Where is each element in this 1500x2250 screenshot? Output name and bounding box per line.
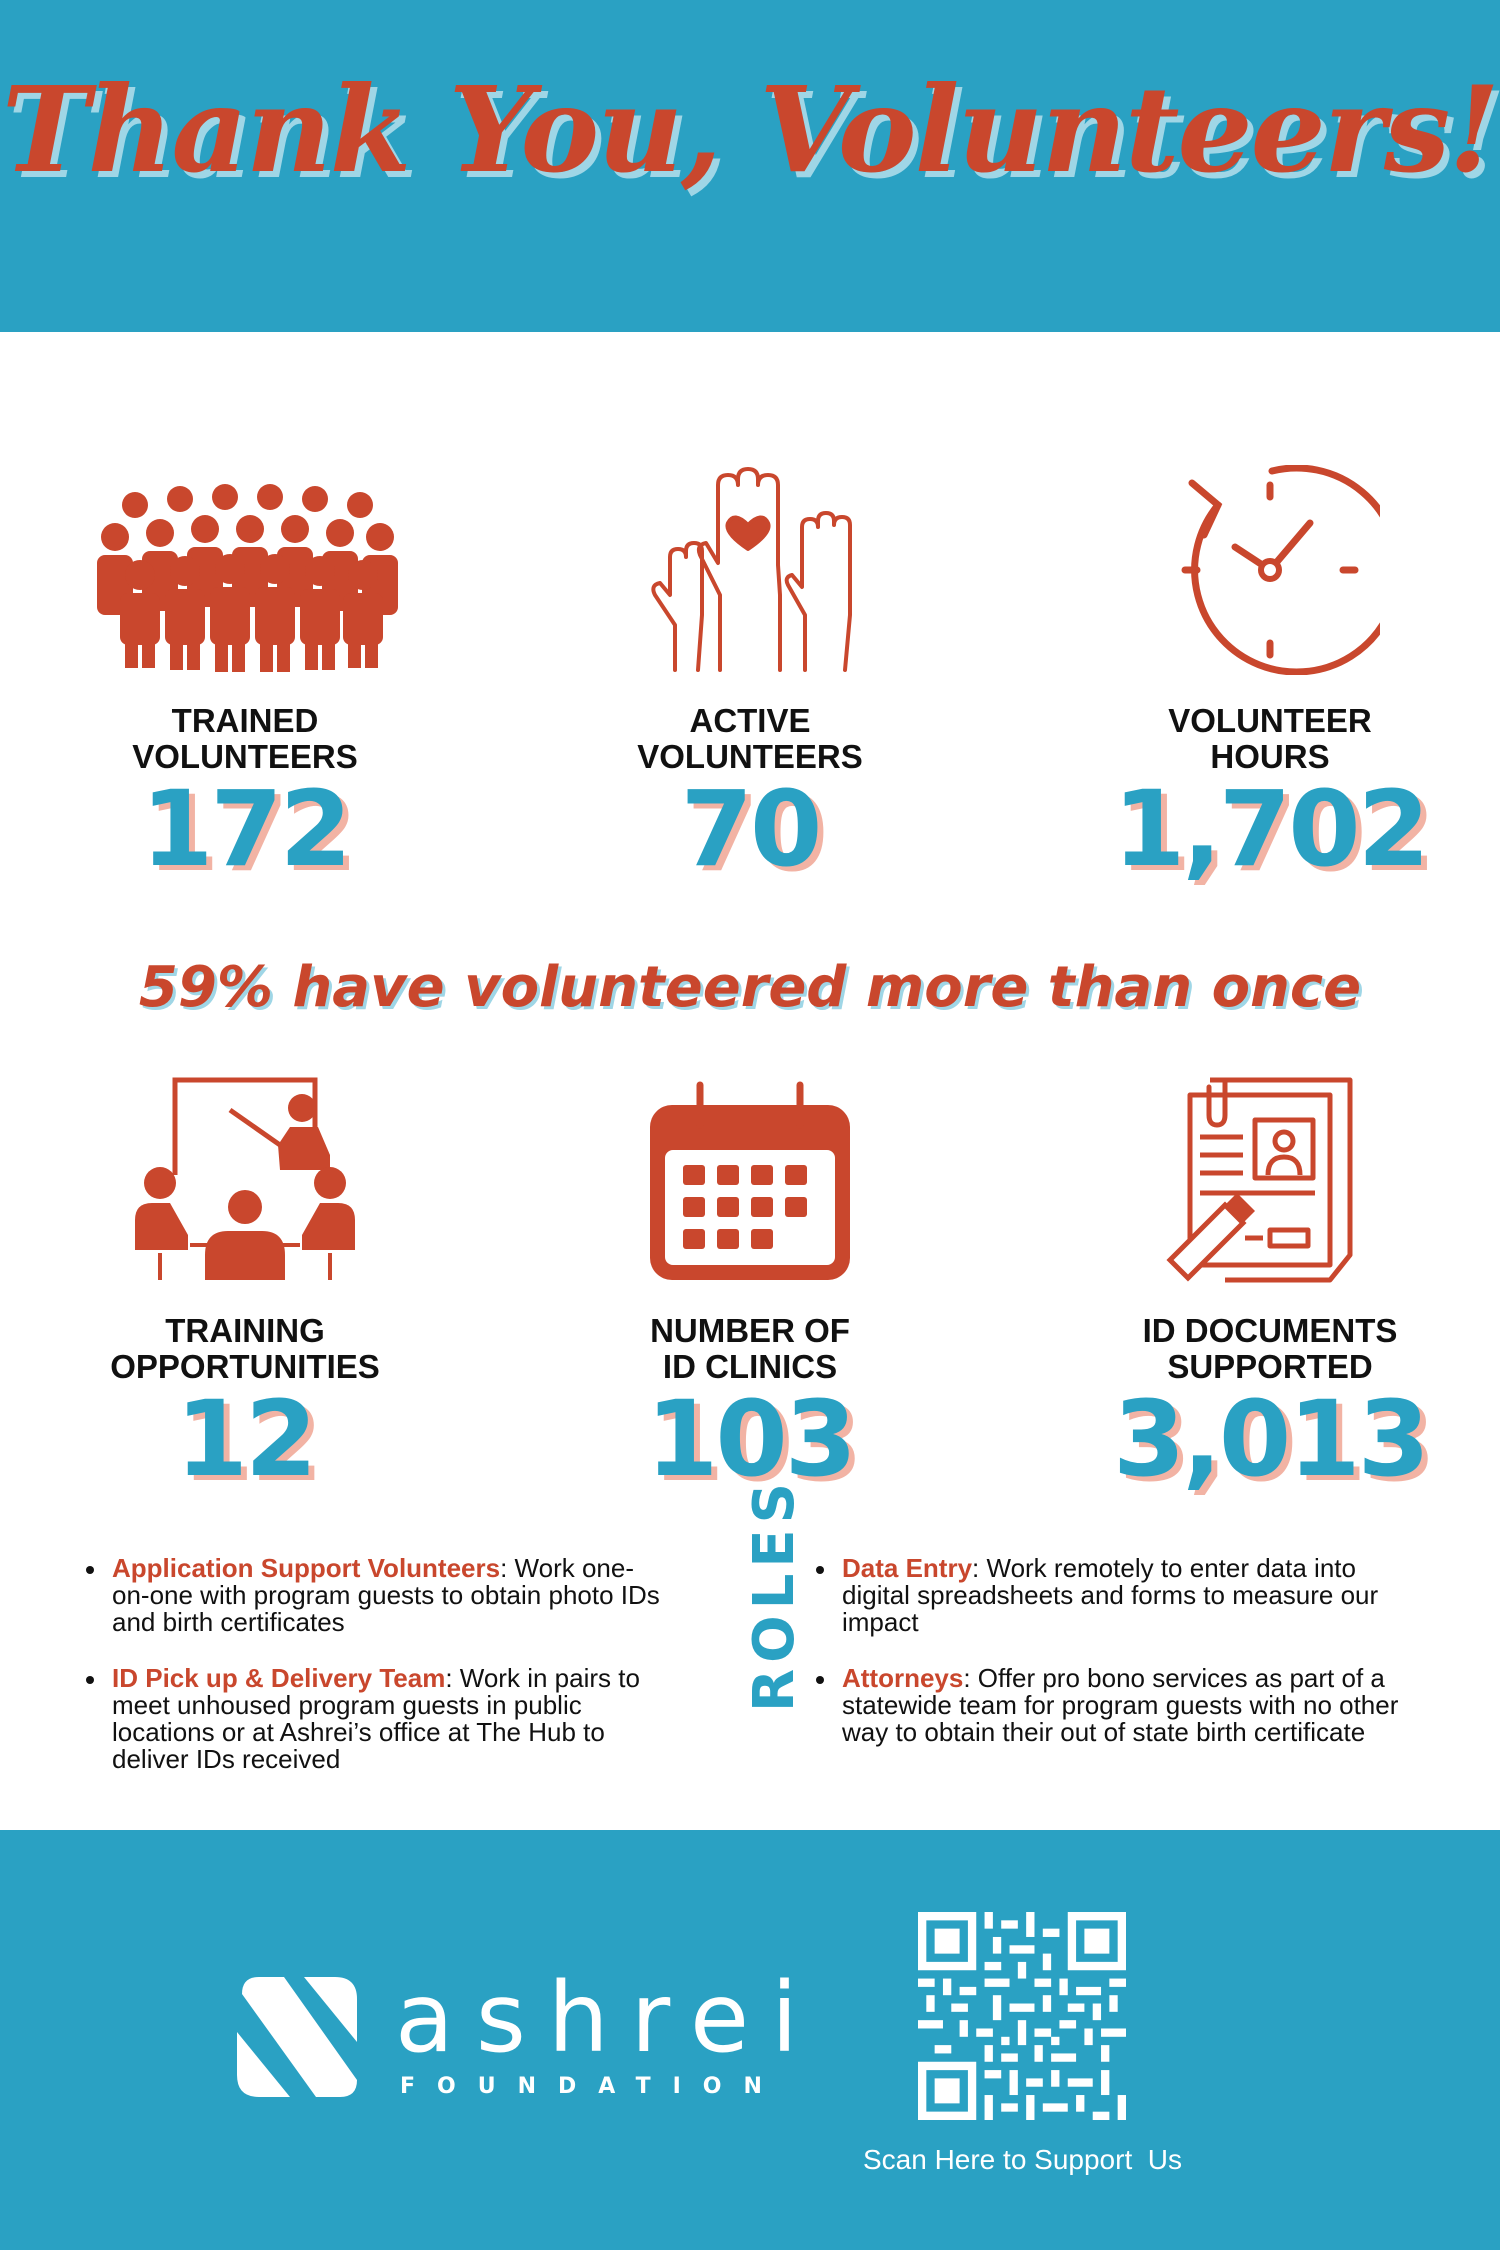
classroom-training-icon	[130, 1075, 360, 1285]
role-name: Application Support Volunteers	[112, 1553, 501, 1583]
role-name: ID Pick up & Delivery Team	[112, 1663, 446, 1693]
raised-hands-heart-icon	[640, 465, 860, 675]
role-id-pickup-delivery	[78, 1665, 668, 1773]
role-name: Data Entry	[842, 1553, 973, 1583]
repeat-volunteer-highlight: 59% have volunteered more than once	[138, 955, 1362, 1020]
roles-left-column	[78, 1555, 668, 1802]
stat-label: ID DOCUMENTS SUPPORTED	[1142, 1312, 1398, 1385]
role-attorneys	[808, 1665, 1428, 1746]
header-banner	[0, 0, 1500, 332]
id-document-icon	[1165, 1075, 1375, 1285]
stat-label: ACTIVE VOLUNTEERS	[637, 702, 863, 775]
roles-right-column	[808, 1555, 1428, 1775]
stat-trained-volunteers	[5, 475, 485, 890]
stat-volunteer-hours	[1030, 465, 1500, 890]
stat-value: 12	[175, 1378, 315, 1500]
logo-subtitle: FOUNDATION	[400, 2074, 784, 2099]
stat-label: TRAINING OPPORTUNITIES	[110, 1312, 380, 1385]
role-application-support	[78, 1555, 668, 1636]
stat-label: VOLUNTEER HOURS	[1168, 702, 1372, 775]
role-data-entry	[808, 1555, 1428, 1636]
ashrei-logo-mark-icon	[232, 1972, 362, 2102]
role-description: : Work remotely to enter data into digital spreadsheets and forms to measure our impact	[842, 1553, 1379, 1637]
stat-training-opportunities	[5, 1075, 485, 1500]
stat-id-clinics	[510, 1075, 990, 1500]
role-name: Attorneys	[842, 1663, 964, 1693]
qr-caption: Scan Here to Support Us	[862, 2144, 1183, 2175]
stat-active-volunteers	[510, 465, 990, 890]
stat-id-documents	[1030, 1075, 1500, 1500]
stat-value: 172	[140, 768, 350, 890]
stat-label: TRAINED VOLUNTEERS	[132, 702, 358, 775]
stat-value: 3,013	[1113, 1378, 1427, 1500]
stat-label: NUMBER OF ID CLINICS	[650, 1312, 850, 1385]
stat-value: 1,702	[1113, 768, 1427, 890]
page-title: Thank You, Volunteers!	[1, 60, 1499, 199]
logo-wordmark: ashrei	[395, 1962, 820, 2074]
role-description: : Offer pro bono services as part of a statewide team for program guests with no other way to obtain their out of state birth certificate	[842, 1663, 1399, 1747]
qr-code-icon[interactable]	[918, 1912, 1126, 2120]
clock-icon	[1160, 465, 1380, 675]
stat-value: 103	[645, 1378, 855, 1500]
roles-heading: ROLES	[742, 1477, 807, 1712]
group-of-people-icon	[75, 475, 415, 675]
role-description: : Work in pairs to meet unhoused program guests in public locations or at Ashrei’s office at The Hub to deliver IDs received	[112, 1663, 640, 1774]
calendar-icon	[645, 1075, 855, 1285]
stat-value: 70	[680, 768, 820, 890]
role-description: : Work one-on-one with program guests to obtain photo IDs and birth certificates	[112, 1553, 660, 1637]
